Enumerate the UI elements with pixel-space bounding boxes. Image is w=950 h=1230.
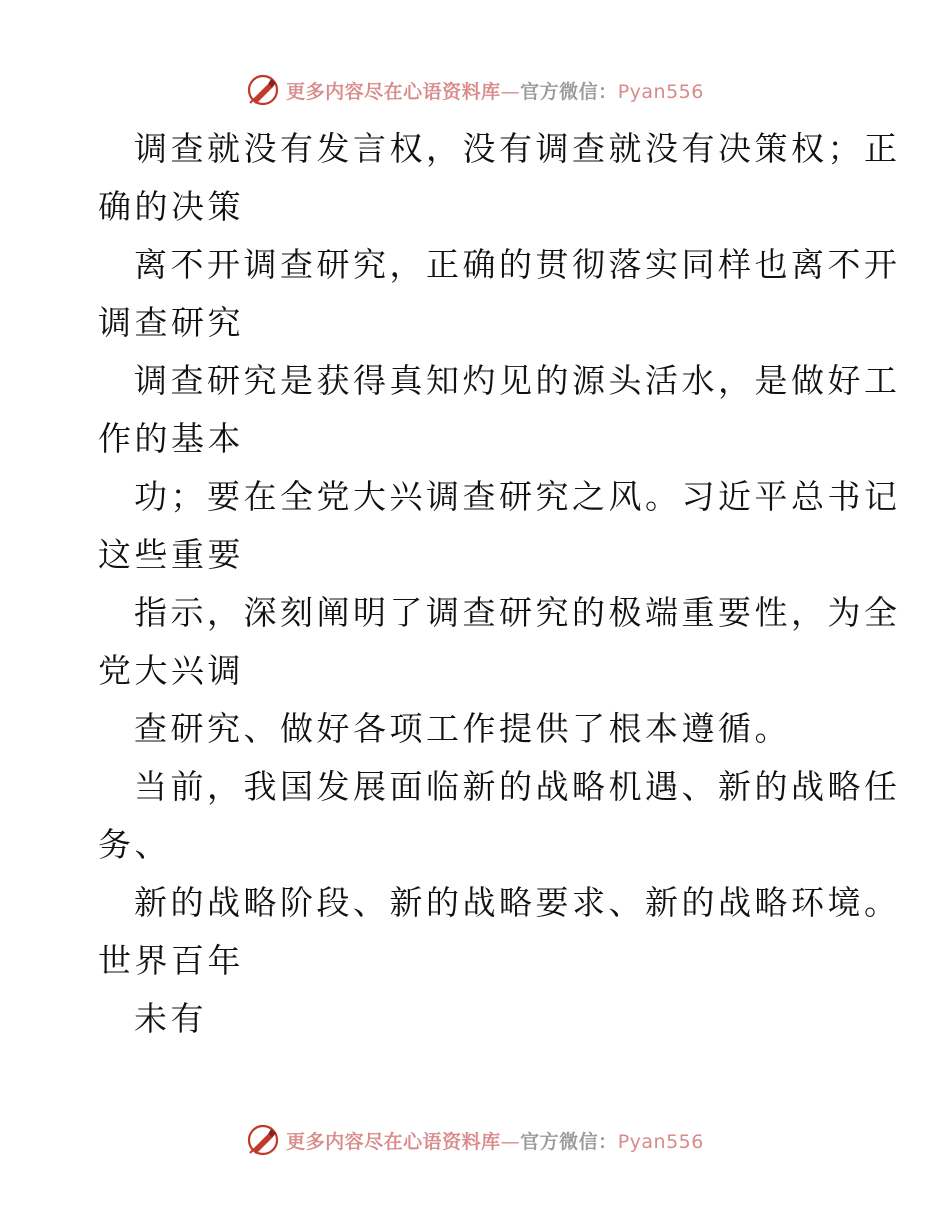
footer-wechat-label: 官方微信： (520, 1130, 618, 1153)
document-body (98, 120, 901, 1048)
body-line: 这些重要 (98, 535, 244, 574)
body-line: 调查就没有发言权，没有调查就没有决策权；正 (134, 129, 901, 168)
footer-banner (0, 1120, 950, 1160)
body-line: 调查研究 (98, 303, 244, 342)
body-line: 功；要在全党大兴调查研究之风。习近平总书记 (134, 477, 901, 516)
body-line: 作的基本 (98, 419, 244, 458)
header-dash: — (500, 80, 521, 103)
header-banner (0, 70, 950, 110)
header-brand-text: 更多内容尽在心语资料库 (286, 80, 501, 103)
body-line: 新的战略阶段、新的战略要求、新的战略环境。 (134, 883, 901, 922)
header-wechat-id: Pyan556 (617, 80, 704, 103)
body-line: 确的决策 (98, 187, 244, 226)
body-line: 党大兴调 (98, 651, 244, 690)
footer-text (286, 1127, 704, 1154)
footer-brand-text: 更多内容尽在心语资料库 (286, 1130, 501, 1153)
header-text (286, 77, 704, 104)
footer-dash: — (500, 1130, 521, 1153)
body-line: 离不开调查研究，正确的贯彻落实同样也离不开 (134, 245, 901, 284)
body-line: 务、 (98, 825, 171, 864)
footer-wechat-id: Pyan556 (617, 1130, 704, 1153)
body-line: 调查研究是获得真知灼见的源头活水，是做好工 (134, 361, 901, 400)
body-line: 指示，深刻阐明了调查研究的极端重要性，为全 (134, 593, 901, 632)
pen-logo-icon (246, 1123, 280, 1157)
body-line: 当前，我国发展面临新的战略机遇、新的战略任 (134, 767, 901, 806)
body-line: 查研究、做好各项工作提供了根本遵循。 (134, 709, 791, 748)
pen-logo-icon (246, 73, 280, 107)
body-line: 世界百年 (98, 941, 244, 980)
body-line: 未有 (134, 999, 207, 1038)
header-wechat-label: 官方微信： (520, 80, 618, 103)
